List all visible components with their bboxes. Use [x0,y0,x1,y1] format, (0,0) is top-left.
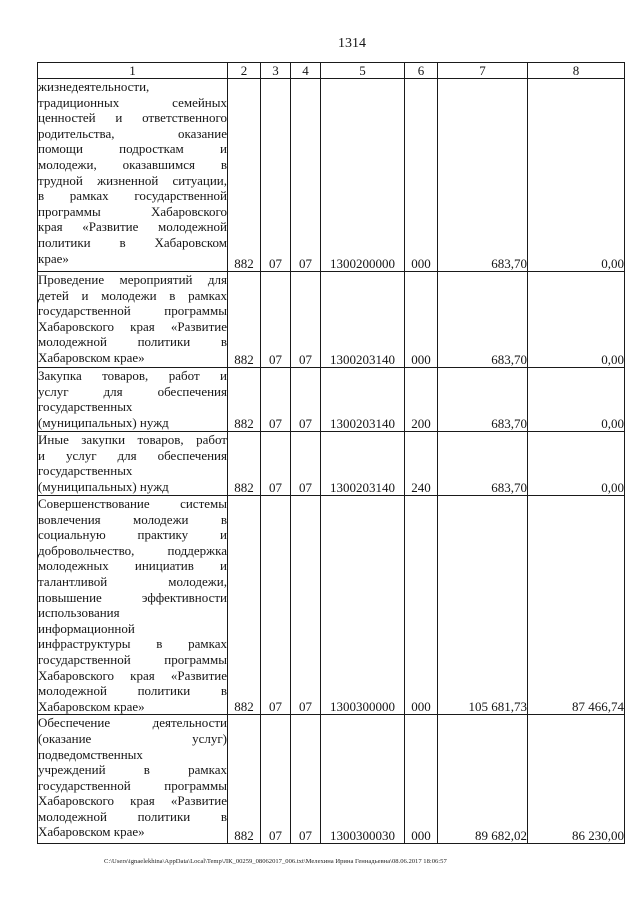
target-item-cell: 1300300000 [321,496,405,715]
amount-cell: 89 682,02 [438,715,528,844]
expense-type-cell: 000 [405,496,438,715]
admin-code-cell: 882 [228,368,261,432]
column-header: 5 [321,63,405,79]
description-line: Совершенствование системы [38,496,227,511]
amount-cell: 0,00 [528,272,625,368]
section-cell: 07 [261,496,291,715]
description-line: социальную практику и [38,527,227,543]
description-line: в рамках государственной [38,188,227,204]
description-line: детей и молодежи в рамках [38,287,227,303]
admin-code-cell: 882 [228,715,261,844]
description-line: добровольчество, поддержка [38,542,227,558]
description-cell [38,432,228,496]
description-line: инфраструктуры в рамках [38,636,227,652]
column-header: 6 [405,63,438,79]
amount-cell: 683,70 [438,79,528,272]
description-line: Хабаровском крае» [38,349,145,365]
description-line: подведомственных [38,746,143,762]
description-line: использования [38,605,120,621]
description-line: услуг для обеспечения [38,383,227,399]
description-cell [38,272,228,368]
table-row [38,79,625,272]
description-cell [38,368,228,432]
description-line: государственной программы [38,651,227,667]
expense-type-cell: 000 [405,79,438,272]
column-header: 3 [261,63,291,79]
description-line: государственных [38,463,133,479]
admin-code-cell: 882 [228,79,261,272]
description-line: информационной [38,620,135,636]
description-line: Закупка товаров, работ и [38,368,227,383]
expense-type-cell: 000 [405,715,438,844]
subsection-cell: 07 [291,368,321,432]
description-line: политики в Хабаровском [38,234,227,250]
admin-code-cell: 882 [228,272,261,368]
amount-cell: 0,00 [528,432,625,496]
expense-type-cell: 000 [405,272,438,368]
description-line: крае» [38,250,69,266]
description-line: молодежной политики в [38,683,227,699]
description-line: Обеспечение деятельности [38,715,227,731]
description-line: и услуг для обеспечения [38,447,227,463]
description-line: края «Развитие молодежной [38,219,227,235]
target-item-cell: 1300300030 [321,715,405,844]
description-line: молодежной политики в [38,808,227,824]
description-line: молодежных инициатив и [38,558,227,574]
description-line: вовлечения молодежи в [38,511,227,527]
section-cell: 07 [261,79,291,272]
description-line: Хабаровского края «Развитие [38,793,227,809]
table-header [38,63,625,79]
column-header: 8 [528,63,625,79]
description-line: родительства, оказание [38,125,227,141]
description-line: государственной программы [38,303,227,319]
subsection-cell: 07 [291,79,321,272]
expense-type-cell: 200 [405,368,438,432]
subsection-cell: 07 [291,272,321,368]
file-path-footer: C:\Users\ignaelekhina\AppData\Local\Temp\ЛК_00259_08062017_006.txt\Мелехина Ирина Геннадьевна\08.06.2017 18:06:57 [104,858,447,865]
description-line: (муниципальных) нужд [38,414,169,430]
table-row [38,432,625,496]
description-line: (муниципальных) нужд [38,478,169,494]
amount-cell: 86 230,00 [528,715,625,844]
description-cell [38,496,228,715]
description-line: Проведение мероприятий для [38,272,227,287]
description-line: государственных [38,399,133,415]
expense-type-cell: 240 [405,432,438,496]
description-line: (оказание услуг) [38,730,227,746]
subsection-cell: 07 [291,432,321,496]
column-header: 2 [228,63,261,79]
admin-code-cell: 882 [228,432,261,496]
section-cell: 07 [261,272,291,368]
description-line: Хабаровском крае» [38,698,145,714]
description-line: молодежной политики в [38,334,227,350]
column-header: 4 [291,63,321,79]
description-line: талантливой молодежи, [38,573,227,589]
amount-cell: 683,70 [438,432,528,496]
description-line: традиционных семейных [38,94,227,110]
description-line: ценностей и ответственного [38,110,227,126]
table-body [38,79,625,844]
target-item-cell: 1300203140 [321,432,405,496]
amount-cell: 0,00 [528,79,625,272]
subsection-cell: 07 [291,715,321,844]
description-line: молодежи, оказавшимся в [38,156,227,172]
description-cell [38,715,228,844]
table-row [38,496,625,715]
description-line: трудной жизненной ситуации, [38,172,227,188]
column-header: 7 [438,63,528,79]
description-line: помощи подросткам и [38,141,227,157]
section-cell: 07 [261,715,291,844]
subsection-cell: 07 [291,496,321,715]
target-item-cell: 1300203140 [321,368,405,432]
header-row [38,63,625,79]
amount-cell: 683,70 [438,272,528,368]
description-cell [38,79,228,272]
description-line: учреждений в рамках [38,762,227,778]
description-line: программы Хабаровского [38,203,227,219]
table-row [38,715,625,844]
column-header: 1 [38,63,228,79]
admin-code-cell: 882 [228,496,261,715]
amount-cell: 105 681,73 [438,496,528,715]
target-item-cell: 1300203140 [321,272,405,368]
amount-cell: 87 466,74 [528,496,625,715]
table-row [38,272,625,368]
description-line: Хабаровского края «Развитие [38,318,227,334]
budget-table [37,62,625,844]
amount-cell: 683,70 [438,368,528,432]
description-line: Хабаровском крае» [38,824,145,840]
page-number: 1314 [338,36,366,51]
amount-cell: 0,00 [528,368,625,432]
description-line: Иные закупки товаров, работ [38,432,227,447]
description-line: повышение эффективности [38,589,227,605]
description-line: жизнедеятельности, [38,79,150,94]
table-row [38,368,625,432]
description-line: Хабаровского края «Развитие [38,667,227,683]
section-cell: 07 [261,432,291,496]
target-item-cell: 1300200000 [321,79,405,272]
description-line: государственной программы [38,777,227,793]
section-cell: 07 [261,368,291,432]
